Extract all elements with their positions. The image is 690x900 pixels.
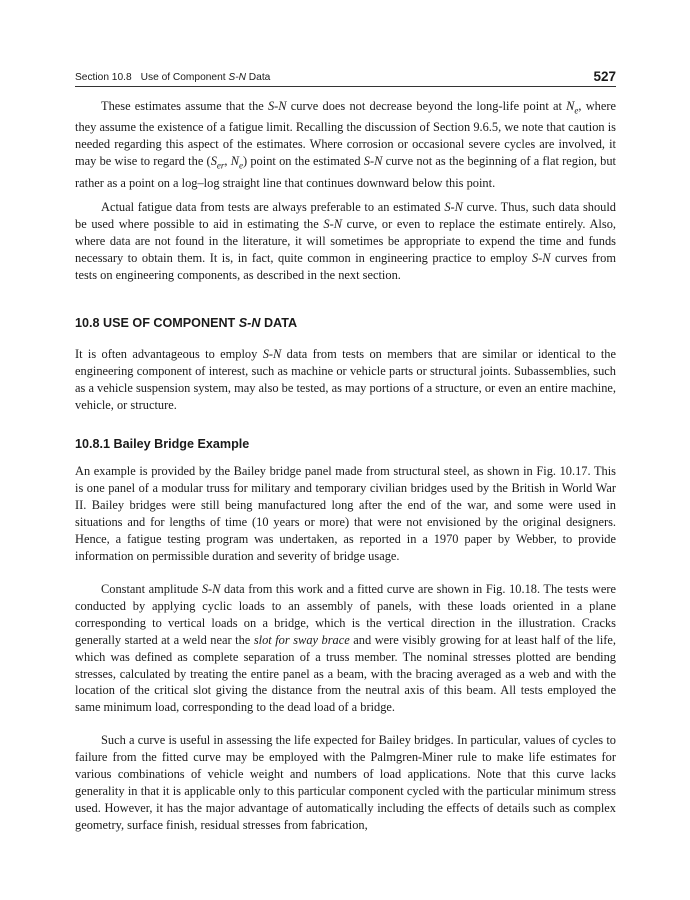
paragraph-5: Constant amplitude S-N data from this work and a fitted curve are shown in Fig. 10.18. The tests were conducted by applying cyclic loads to an assembly of panels, with these loads oriented in a plane corresponding to vertical loads on a bridge, which is the vertical direction in the illustration. Cracks generally started at a weld near the slot for sway brace and were visibly growing for at least half of the life, which was defined as complete separation of a truss member. The nominal stresses plotted are bending stresses, calculated by treating the entire panel as a beam, with the bracing averaged as a web and with the location of the critical slot giving the distance from the neutral axis of this beam. All tests employed the same minimum load, corresponding to the dead load of a bridge. xyxy=(75,582,617,715)
subsection-heading: 10.8.1 Bailey Bridge Example xyxy=(75,437,250,451)
paragraph-3: It is often advantageous to employ S-N data from tests on members that are similar or identical to the engineering component of interest, such as machine or vehicle parts or structural joints. Subassemblies, such as a vehicle suspension system, may also be tested, as may portions of a structure, or even an entire machine, vehicle, or structure. xyxy=(75,347,617,412)
paragraph-2: Actual fatigue data from tests are always preferable to an estimated S-N curve. Thus, such data should be used where possible to aid in estimating the S-N curve, or even to replace the estimate entirely. Also, where data are not found in the literature, it will sometimes be appropriate to expend the time and funds necessary to obtain them. It is, in fact, quite common in engineering practice to employ S-N curves from tests on engineering components, as described in the next section. xyxy=(75,200,617,282)
running-header xyxy=(75,68,616,86)
section-label: Section 10.8 xyxy=(75,72,132,83)
section-title-sn: S-N xyxy=(228,72,246,83)
paragraph-4: An example is provided by the Bailey bridge panel made from structural steel, as shown in Fig. 10.17. This is one panel of a modular truss for military and temporary civilian bridges used by the British in World War II. Bailey bridges were still being manufactured long after the end of the war, and some were used in situations and for lengths of time (10 years or more) that were not envisioned by the original designers. Hence, a fatigue testing program was undertaken, as reported in a 1970 paper by Webber, to provide information on permissible duration and severity of bridge usage. xyxy=(75,464,616,563)
header-rule xyxy=(75,86,616,87)
page-number: 527 xyxy=(593,69,616,84)
paragraph-1: These estimates assume that the S-N curve does not decrease beyond the long-life point at $N_e$, where they assume the existence of a fatigue limit. Recalling the discussion of Section 9.6.5, we note that caution is needed regarding this aspect of the estimates. Where corrosion or occasional severe cycles are involved, it may be wise to regard the ($S_{er}$, $N_e$) point on the estimated S-N curve not as the beginning of a flat region, but rather as a point on a log–log straight line that continues downward below this point. xyxy=(75,99,617,190)
section-title-pre: Use of Component xyxy=(140,72,229,83)
section-heading: 10.8 USE OF COMPONENT S-N DATA xyxy=(75,316,298,330)
section-title-post: Data xyxy=(245,72,271,83)
paragraph-6: Such a curve is useful in assessing the life expected for Bailey bridges. In particular, values of cycles to failure from the fitted curve may be employed with the Palmgren-Miner rule to make life estimates for various combinations of vehicle weight and numbers of load applications. Note that this curve lacks generality in that it is applicable only to this particular component cycled with the particular minimum stress used. However, it has the major advantage of automatically including the effects of details such as complex geometry, surface finish, residual stresses from fabrication, xyxy=(75,733,616,832)
running-header-section xyxy=(75,72,270,83)
